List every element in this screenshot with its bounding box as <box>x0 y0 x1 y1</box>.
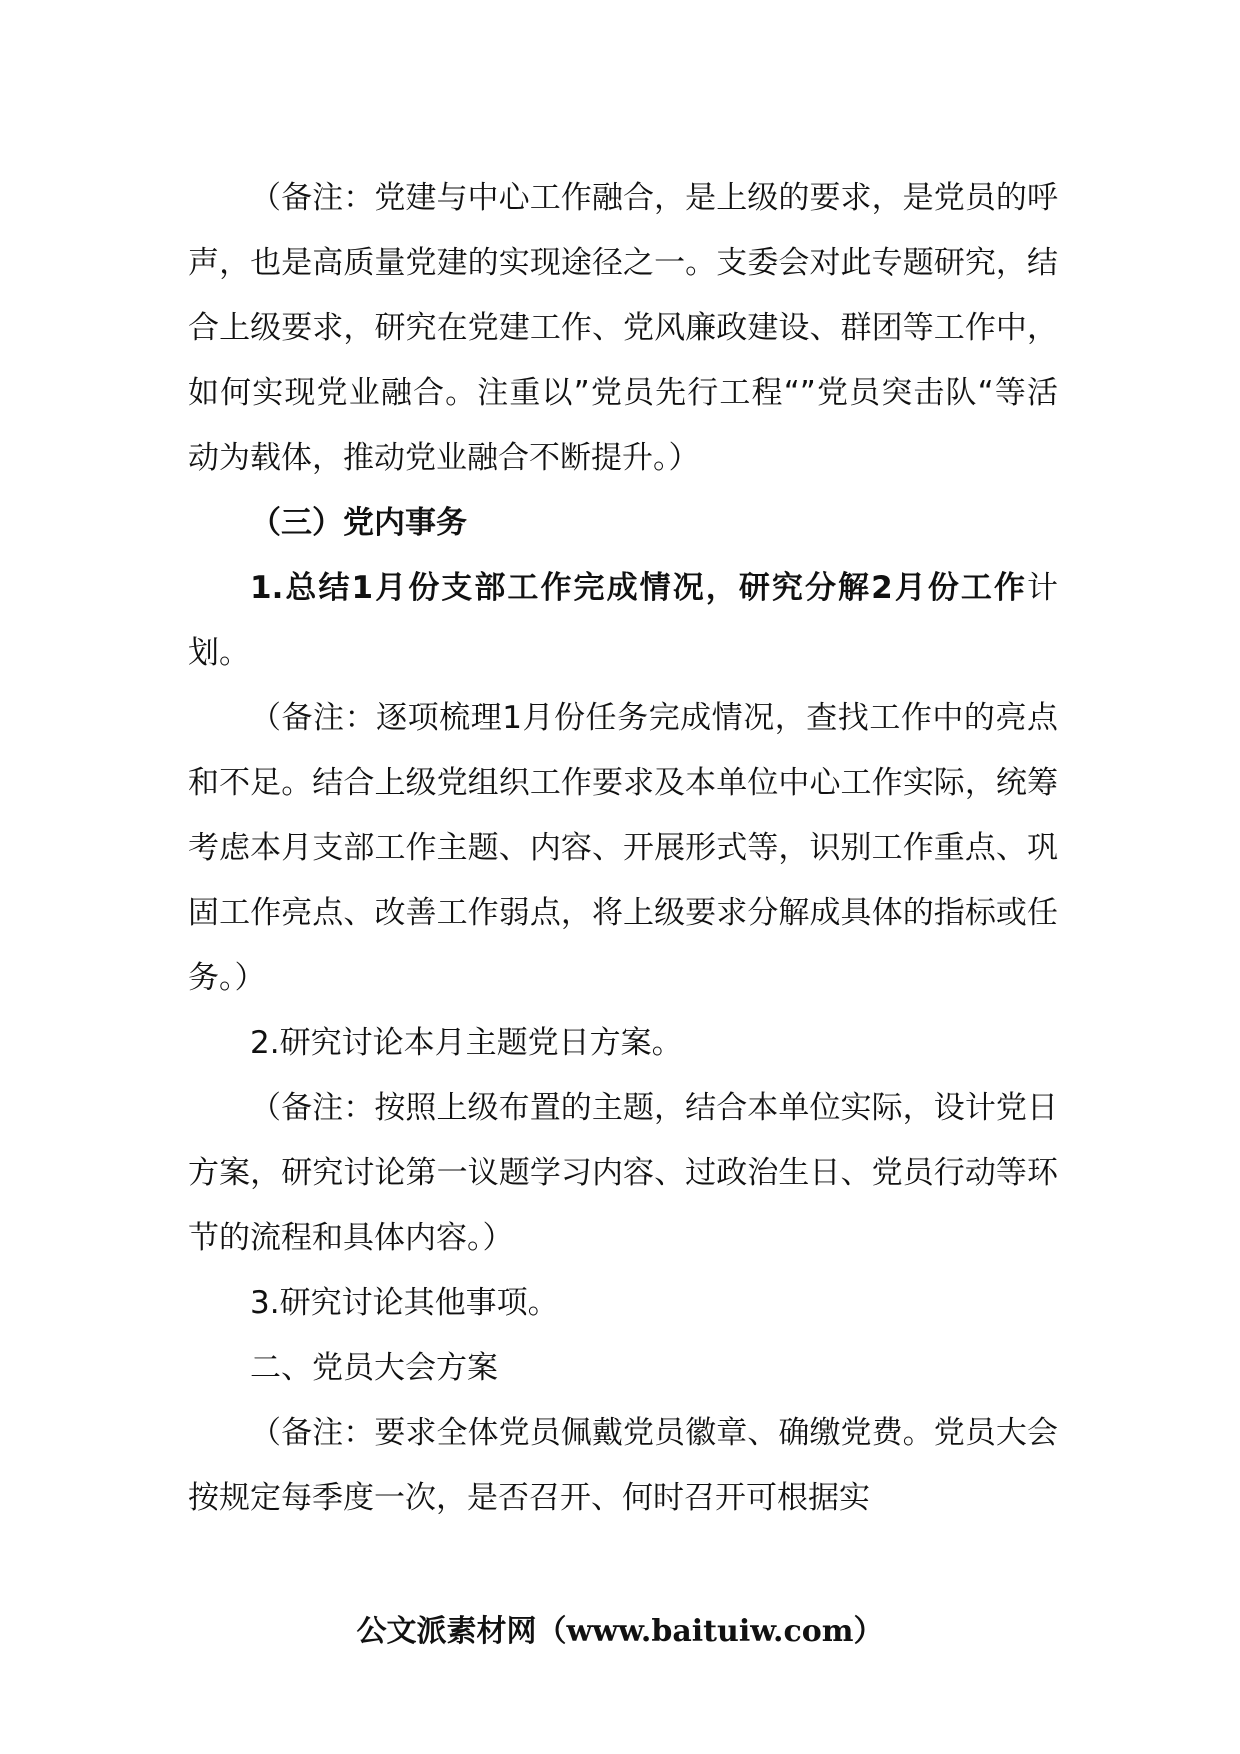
footer-watermark-text: 公文派素材网（www.baituiw.com） <box>356 1614 884 1649</box>
item-1-summary-plan <box>188 556 1058 686</box>
item-1-bold-text: 1.总结1月份支部工作完成情况，研究分解2月份工作 <box>250 570 1027 606</box>
note-paragraph-theme-day: （备注：按照上级布置的主题，结合本单位实际，设计党日方案，研究讨论第一议题学习内容、过政治生日、党员行动等环节的流程和具体内容。） <box>188 1090 1058 1256</box>
item-2-theme-day-plan: 2.研究讨论本月主题党日方案。 <box>250 1025 683 1061</box>
item-1-normal-text: 计划。 <box>188 570 1058 671</box>
note-paragraph-party-integration: （备注：党建与中心工作融合，是上级的要求，是党员的呼声，也是高质量党建的实现途径之一。支委会对此专题研究，结合上级要求，研究在党建工作、党风廉政建设、群团等工作中，如何实现党业融合。注重以”党员先行工程“”党员突击队“等活动为载体，推动党业融合不断提升。） <box>188 180 1058 476</box>
document-body <box>188 166 1058 1531</box>
note-paragraph-member-meeting: （备注：要求全体党员佩戴党员徽章、确缴党费。党员大会按规定每季度一次，是否召开、何时召开可根据实 <box>188 1415 1058 1516</box>
note-paragraph-january-review: （备注：逐项梳理1月份任务完成情况，查找工作中的亮点和不足。结合上级党组织工作要求及本单位中心工作实际，统筹考虑本月支部工作主题、内容、开展形式等，识别工作重点、巩固工作亮点、改善工作弱点，将上级要求分解成具体的指标或任务。） <box>188 700 1058 996</box>
item-3-other-matters: 3.研究讨论其他事项。 <box>250 1285 559 1321</box>
section-heading-internal-affairs: （三）党内事务 <box>250 505 467 541</box>
section-heading-member-meeting: 二、党员大会方案 <box>250 1350 498 1386</box>
